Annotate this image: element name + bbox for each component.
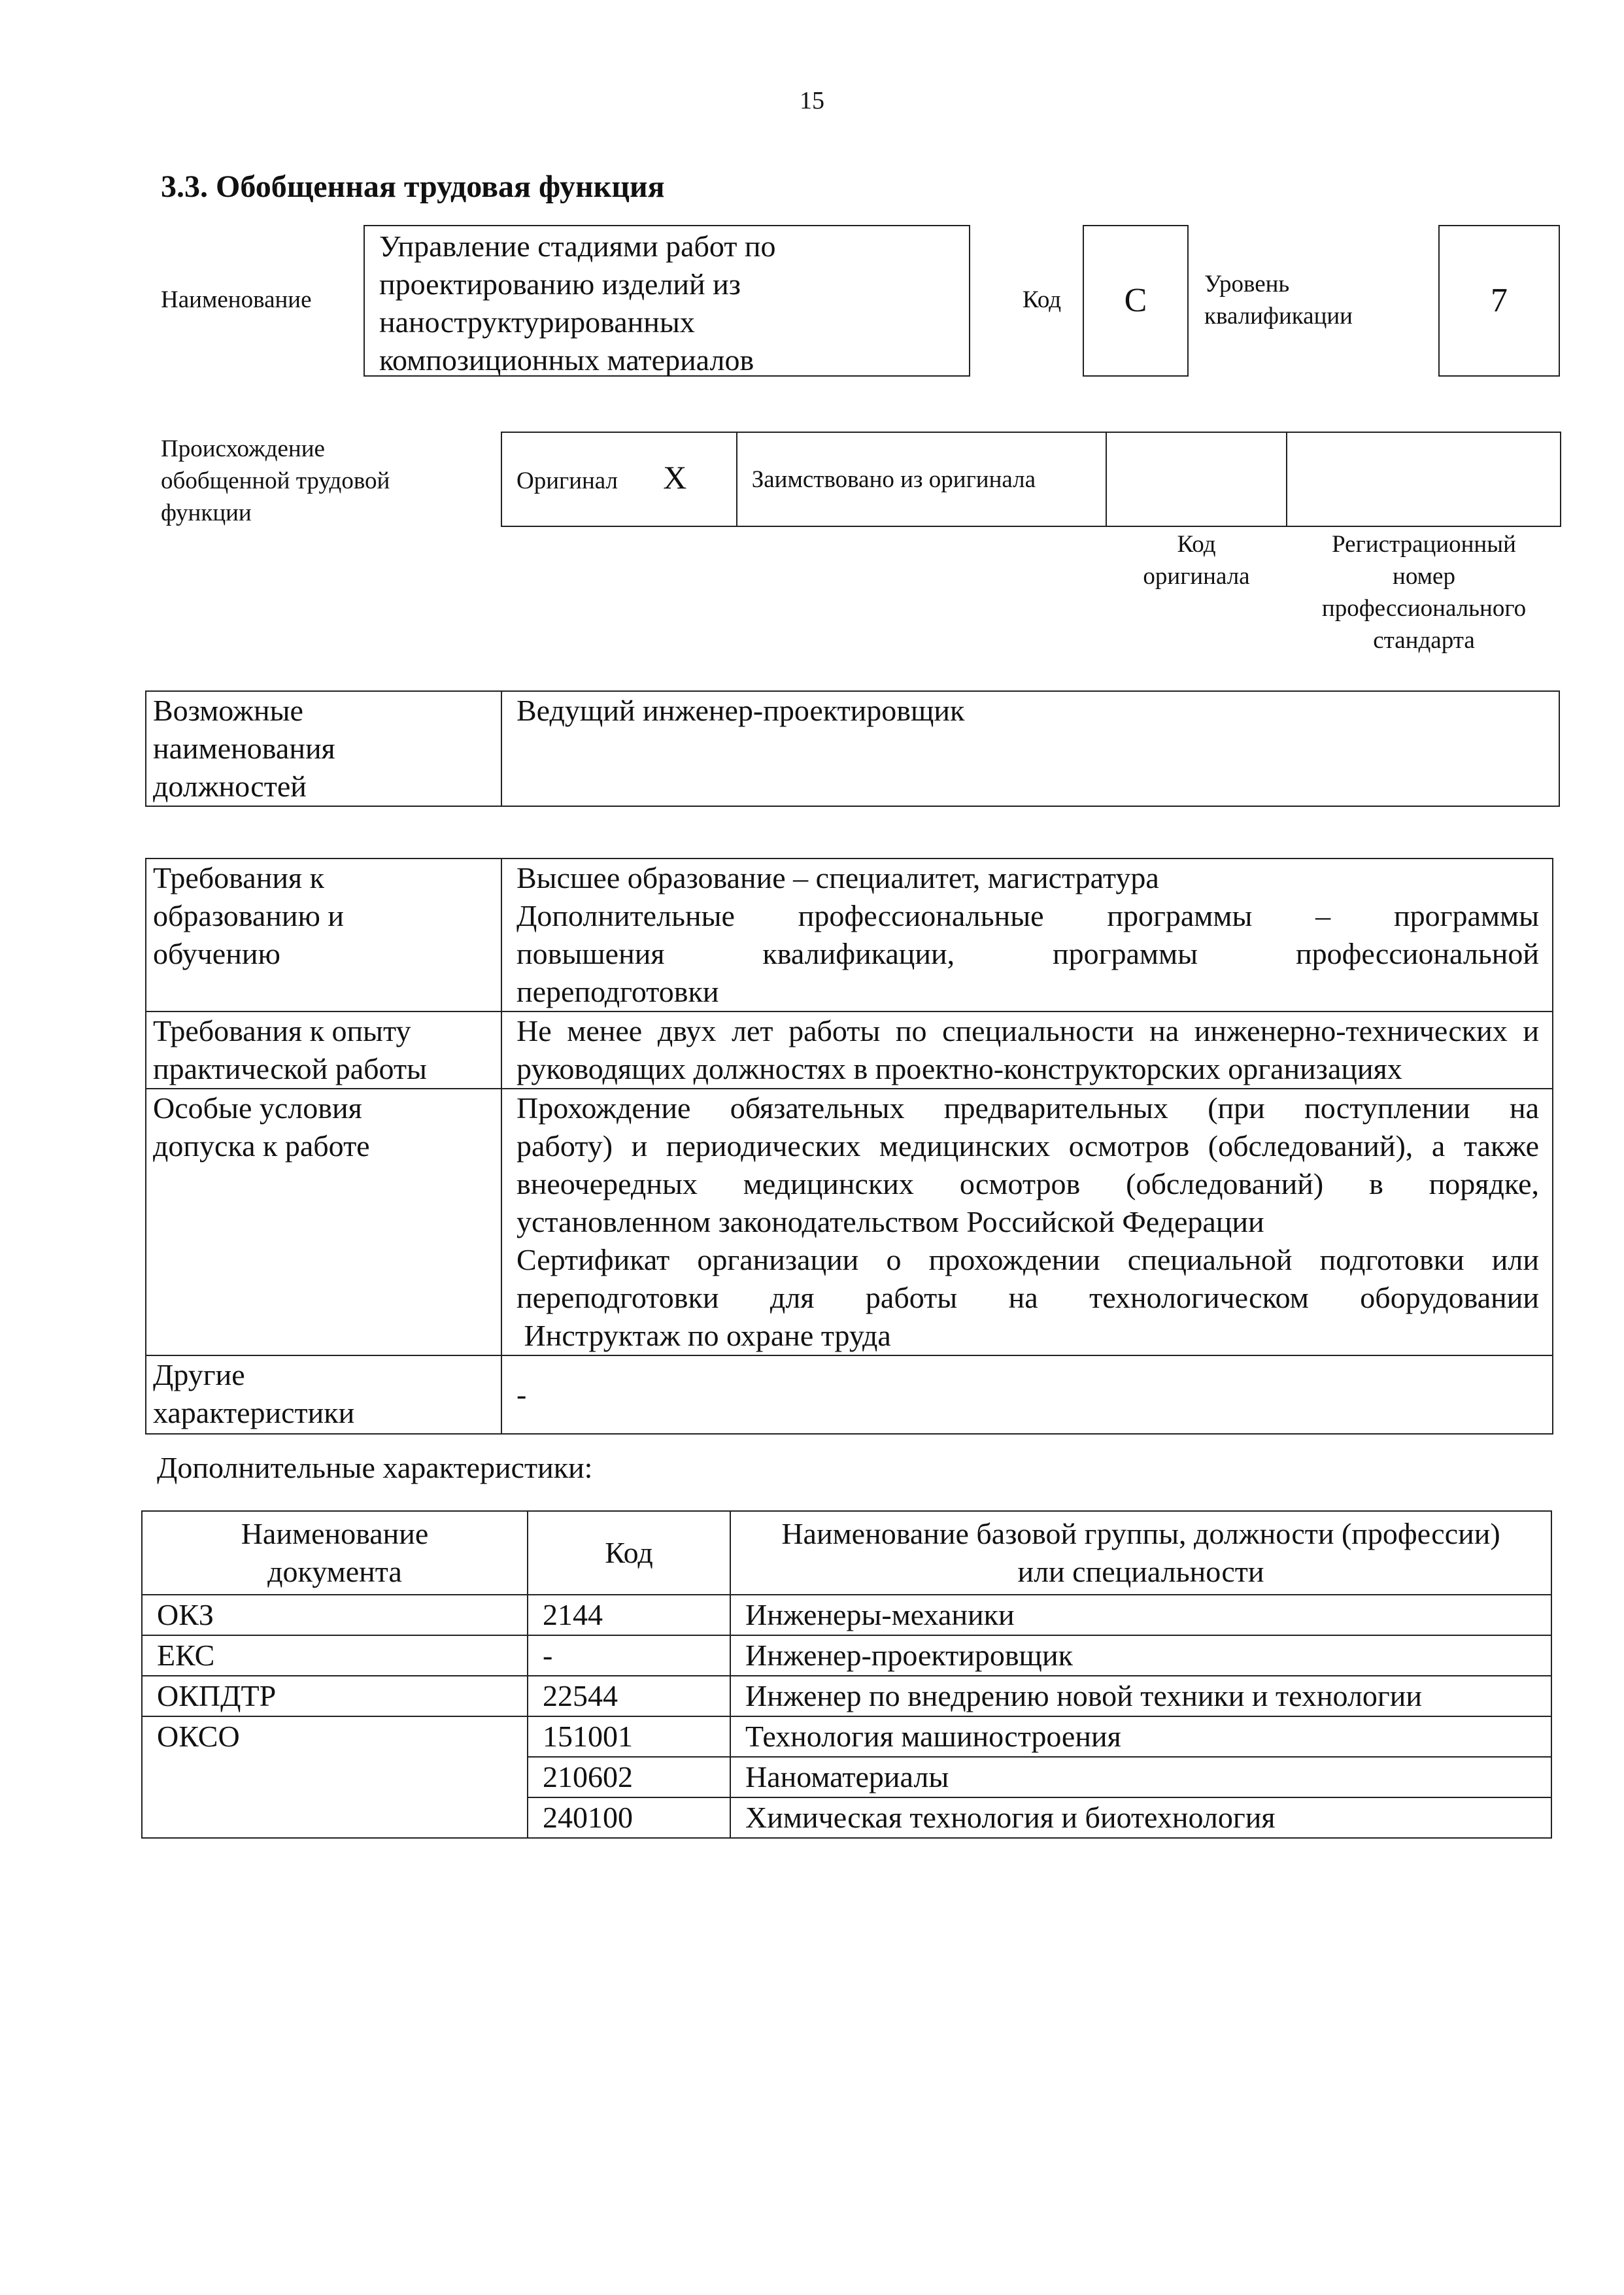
header-document: Наименование документа [142, 1511, 528, 1595]
original-code-cell [1106, 432, 1287, 526]
requirement-value: Не менее двух лет работы по специальности на инженерно-технических и руководящих должностях в проектно-конструкторских организациях [501, 1012, 1553, 1089]
original-cell: Оригинал X [501, 432, 737, 526]
original-code-caption: Код оригинала [1143, 531, 1250, 590]
doc-cell: ОКПДТР [142, 1676, 528, 1716]
requirement-row-special-conditions [146, 1089, 1553, 1355]
code-cell: 22544 [528, 1676, 730, 1716]
requirements-table [145, 858, 1553, 1435]
group-cell: Химическая технология и биотехнология [730, 1797, 1551, 1838]
level-value: 7 [1491, 282, 1508, 319]
code-cell: 2144 [528, 1595, 730, 1635]
table-row [142, 1716, 1551, 1757]
requirement-row-other [146, 1355, 1553, 1434]
registration-number-cell [1287, 432, 1561, 526]
requirement-label: Другие характеристики [146, 1355, 501, 1434]
additional-title: Дополнительные характеристики: [157, 1451, 593, 1484]
doc-cell: ОКЗ [142, 1595, 528, 1635]
group-cell: Инженер по внедрению новой техники и технологии [730, 1676, 1551, 1716]
code-value: C [1124, 282, 1147, 319]
group-cell: Наноматериалы [730, 1757, 1551, 1797]
requirement-value: Высшее образование – специалитет, магистратура Дополнительные профессиональные программы – программы повышения квалификации, программы профессиональной переподготовки [501, 858, 1553, 1012]
additional-table [141, 1510, 1552, 1839]
group-cell: Инженеры-механики [730, 1595, 1551, 1635]
table-row [142, 1676, 1551, 1716]
generalized-function-name: Управление стадиями работ по проектированию изделий из наноструктурированных композиционных материалов [379, 230, 776, 377]
requirement-row-education [146, 858, 1553, 1012]
code-box [1083, 225, 1189, 377]
requirement-label: Особые условия допуска к работе [146, 1089, 501, 1355]
group-cell: Технология машиностроения [730, 1716, 1551, 1757]
positions-table [145, 690, 1560, 807]
name-label: Наименование [161, 286, 312, 313]
page-number: 15 [800, 87, 824, 114]
origin-table [501, 432, 1561, 527]
code-cell: 240100 [528, 1797, 730, 1838]
requirement-label: Требования к опыту практической работы [146, 1012, 501, 1089]
positions-label: Возможные наименования должностей [146, 691, 501, 806]
code-cell: 210602 [528, 1757, 730, 1797]
registration-number-caption: Регистрационный номер профессионального стандарта [1321, 531, 1527, 654]
requirement-label: Требования к образованию и обучению [146, 858, 501, 1012]
table-row [142, 1595, 1551, 1635]
group-cell: Инженер-проектировщик [730, 1635, 1551, 1676]
borrowed-cell: Заимствовано из оригинала [737, 432, 1106, 526]
additional-header-row [142, 1511, 1551, 1595]
doc-cell: ЕКС [142, 1635, 528, 1676]
level-label: Уровень квалификации [1204, 271, 1353, 330]
table-row [142, 1635, 1551, 1676]
requirement-row-experience [146, 1012, 1553, 1089]
original-mark: X [663, 459, 687, 496]
requirement-value: Прохождение обязательных предварительных (при поступлении на работу) и периодических медицинских осмотров (обследований), а также внеочередных медицинских осмотров (обследований) в порядке, установленном законодательством Российской Федерации Сертификат организации о прохождении специальной подготовки или переподготовки для работы на технологическом оборудовании Инструктаж по охране труда [501, 1089, 1553, 1355]
header-group-name: Наименование базовой группы, должности (профессии) или специальности [730, 1511, 1551, 1595]
doc-cell: ОКСО [142, 1716, 528, 1838]
requirement-value: - [501, 1355, 1553, 1434]
code-cell: - [528, 1635, 730, 1676]
section-title: 3.3. Обобщенная трудовая функция [161, 169, 665, 204]
header-code: Код [528, 1511, 730, 1595]
level-box [1438, 225, 1560, 377]
origin-label: Происхождение обобщенной трудовой функции [161, 435, 390, 526]
code-label: Код [1023, 286, 1062, 313]
positions-value: Ведущий инженер-проектировщик [501, 691, 1559, 806]
name-box [364, 225, 970, 377]
code-cell: 151001 [528, 1716, 730, 1757]
